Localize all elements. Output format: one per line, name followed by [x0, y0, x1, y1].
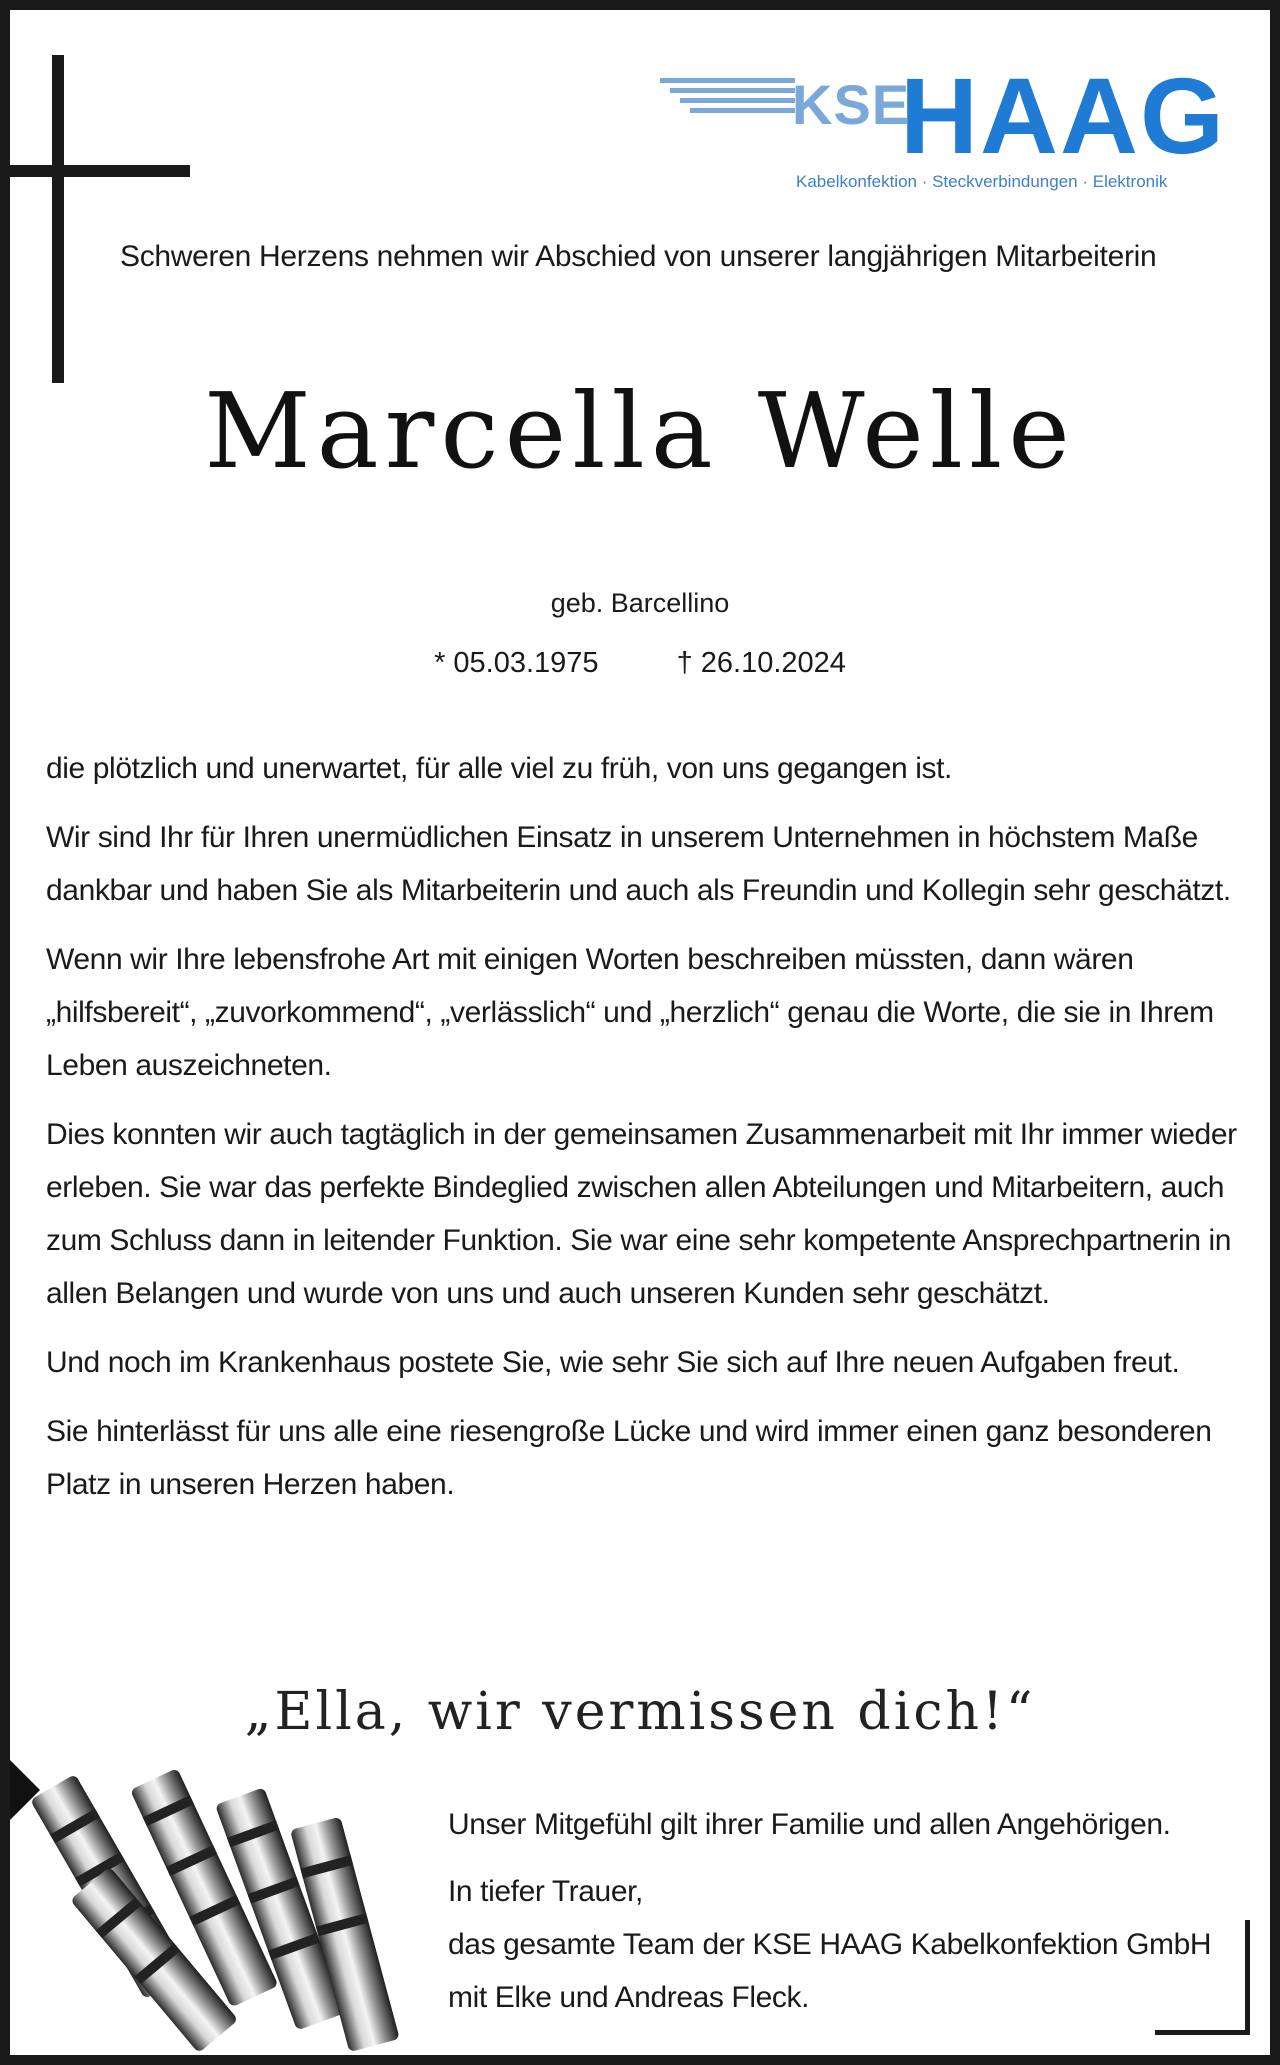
intro-text: Schweren Herzens nehmen wir Abschied von unserer langjährigen Mitarbeiterin	[120, 240, 1157, 273]
paragraph: Wir sind Ihr für Ihren unermüdlichen Einsatz in unserem Unternehmen in höchstem Maße dankbar und haben Sie als Mitarbeiterin und auch als Freundin und Kollegin sehr geschätzt.	[46, 821, 1231, 907]
logo-haag: HAAG	[900, 55, 1226, 176]
company-logo	[660, 55, 1226, 200]
logo-tagline: Kabelkonfektion · Steckverbindungen · Elektronik	[796, 172, 1168, 191]
speed-lines-icon	[660, 70, 800, 130]
paragraph: Und noch im Krankenhaus postete Sie, wie sehr Sie sich auf Ihre neuen Aufgaben freut.	[46, 1346, 1180, 1379]
obituary-body	[46, 742, 1246, 1527]
closing-line: mit Elke und Andreas Fleck.	[448, 1981, 810, 2014]
deceased-name: Marcella Welle	[204, 370, 1076, 492]
closing-line: das gesamte Team der KSE HAAG Kabelkonfektion GmbH	[448, 1928, 1212, 1961]
memorial-quote: „Ella, wir vermissen dich!“	[244, 1682, 1036, 1742]
life-dates	[0, 647, 1280, 680]
paragraph: die plötzlich und unerwartet, für alle viel zu früh, von uns gegangen ist.	[46, 752, 952, 785]
birth-date: * 05.03.1975	[434, 647, 599, 679]
logo-kse: KSE	[792, 73, 911, 136]
birth-name: geb. Barcellino	[550, 588, 730, 618]
death-date: † 26.10.2024	[676, 647, 846, 679]
cable-connectors-image	[10, 1760, 410, 2055]
paragraph: Sie hinterlässt für uns alle eine riesengroße Lücke und wird immer einen ganz besonderen Platz in unseren Herzen haben.	[46, 1415, 1212, 1501]
paragraph: Dies konnten wir auch tagtäglich in der gemeinsamen Zusammenarbeit mit Ihr immer wieder erleben. Sie war das perfekte Bindeglied zwischen allen Abteilungen und Mitarbeitern, auch zum Schluss dann in leitender Funktion. Sie war eine sehr kompetente Ansprechpartnerin in allen Belangen und wurde von uns und auch unseren Kunden sehr geschätzt.	[46, 1118, 1237, 1310]
closing-block	[448, 1798, 1248, 2024]
closing-line: In tiefer Trauer,	[448, 1875, 643, 1908]
sympathy-text: Unser Mitgefühl gilt ihrer Familie und allen Angehörigen.	[448, 1808, 1171, 1841]
paragraph: Wenn wir Ihre lebensfrohe Art mit einigen Worten beschreiben müssten, dann wären „hilfsbereit“, „zuvorkommend“, „verlässlich“ und „herzlich“ genau die Worte, die sie in Ihrem Leben auszeichneten.	[46, 943, 1214, 1082]
